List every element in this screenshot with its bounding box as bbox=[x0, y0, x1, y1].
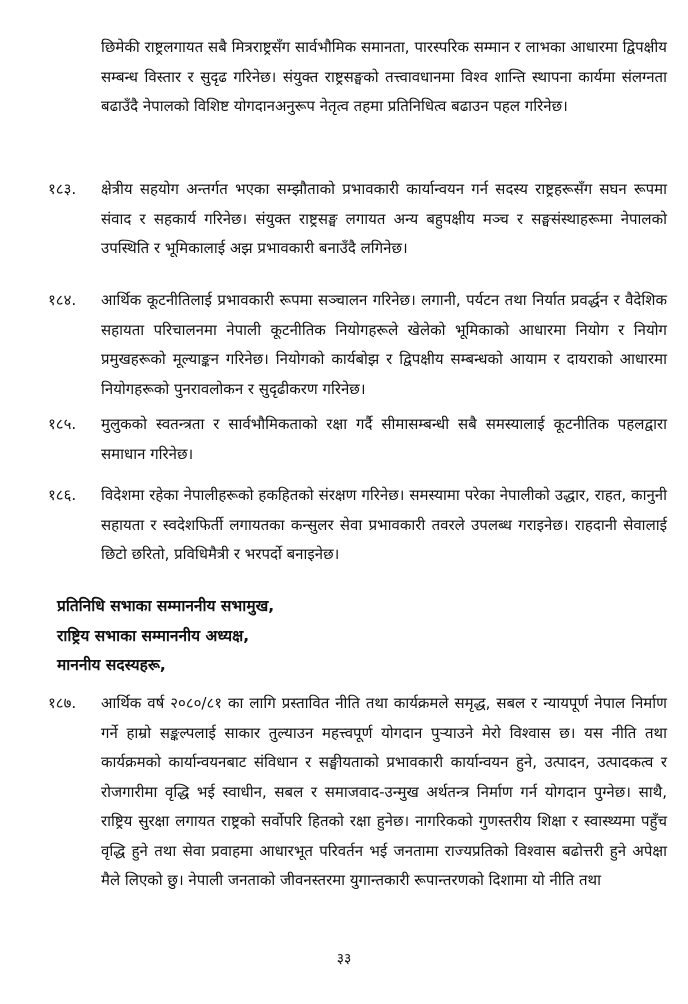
list-item-text: आर्थिक कूटनीतिलाई प्रभावकारी रूपमा सञ्चालन गरिनेछ। लगानी, पर्यटन तथा निर्यात प्रवर्द्धन र वैदेशिक सहायता परिचालनमा नेपाली कूटनीतिक नियोगहरूले खेलेको भूमिकाको आधारमा नियोग र नियोग प्रमुखहरूको मूल्याङ्कन गरिनेछ। नियोगको कार्यबोझ र द्विपक्षीय सम्बन्धको आयाम र दायराको आधारमा नियोगहरूको पुनरावलोकन र सुदृढीकरण गरिनेछ। bbox=[101, 291, 667, 398]
salutation-speaker: प्रतिनिधि सभाका सम्माननीय सभामुख, bbox=[57, 597, 275, 615]
item-number: १८७. bbox=[48, 694, 77, 712]
list-item-text: विदेशमा रहेका नेपालीहरूको हकहितको संरक्षण गरिनेछ। समस्यामा परेका नेपालीको उद्धार, राहत, कानुनी सहायता र स्वदेशफिर्ती लगायतका कन्सुलर सेवा प्रभावकारी तवरले उपलब्ध गराइनेछ। राहदानी सेवालाई छिटो छरितो, प्रविधिमैत्री र भरपर्दो बनाइनेछ। bbox=[101, 486, 667, 563]
item-number: १८५. bbox=[48, 415, 77, 433]
salutation-chair: राष्ट्रिय सभाका सम्माननीय अध्यक्ष, bbox=[57, 627, 250, 645]
item-number: १८४. bbox=[48, 291, 77, 309]
list-item-text: मुलुकको स्वतन्त्रता र सार्वभौमिकताको रक्षा गर्दै सीमासम्बन्धी सबै समस्यालाई कूटनीतिक पहलद्वारा समाधान गरिनेछ। bbox=[101, 415, 667, 463]
intro-paragraph: छिमेकी राष्ट्रलगायत सबै मित्रराष्ट्रसँग सार्वभौमिक समानता, पारस्परिक सम्मान र लाभका आधारमा द्विपक्षीय सम्बन्ध विस्तार र सुदृढ गरिनेछ। संयुक्त राष्ट्रसङ्घको तत्त्वावधानमा विश्व शान्ति स्थापना कार्यमा संलग्नता बढाउँदै नेपालको विशिष्ट योगदानअनुरूप नेतृत्व तहमा प्रतिनिधित्व बढाउन पहल गरिनेछ। bbox=[101, 38, 667, 115]
item-number: १८३. bbox=[48, 180, 77, 198]
item-number: १८६. bbox=[48, 486, 77, 504]
page-number: ३३ bbox=[336, 951, 352, 967]
salutation-members: माननीय सदस्यहरू, bbox=[57, 656, 166, 674]
list-item-text: क्षेत्रीय सहयोग अन्तर्गत भएका सम्झौताको प्रभावकारी कार्यान्वयन गर्न सदस्य राष्ट्रहरूसँग सघन रूपमा संवाद र सहकार्य गरिनेछ। संयुक्त राष्ट्रसङ्घ लगायत अन्य बहुपक्षीय मञ्च र सङ्घसंस्थाहरूमा नेपालको उपस्थिति र भूमिकालाई अझ प्रभावकारी बनाउँदै लगिनेछ। bbox=[101, 180, 667, 257]
list-item-text: आर्थिक वर्ष २०८०/८१ का लागि प्रस्तावित नीति तथा कार्यक्रमले समृद्ध, सबल र न्यायपूर्ण नेपाल निर्माण गर्ने हाम्रो सङ्कल्पलाई साकार तुल्याउन महत्त्वपूर्ण योगदान पुऱ्याउने मेरो विश्वास छ। यस नीति तथा कार्यक्रमको कार्यान्वयनबाट संविधान र सङ्घीयताको प्रभावकारी कार्यान्वयन हुने, उत्पादन, उत्पादकत्व र रोजगारीमा वृद्धि भई स्वाधीन, सबल र समाजवाद-उन्मुख अर्थतन्त्र निर्माण गर्न योगदान पुग्नेछ। साथै, राष्ट्रिय सुरक्षा लगायत राष्ट्रको सर्वोपरि हितको रक्षा हुनेछ। नागरिकको गुणस्तरीय शिक्षा र स्वास्थ्यमा पहुँच वृद्धि हुने तथा सेवा प्रवाहमा आधारभूत परिवर्तन भई जनतामा राज्यप्रतिको विश्वास बढोत्तरी हुने अपेक्षा मैले लिएको छु। नेपाली जनताको जीवनस्तरमा युगान्तकारी रूपान्तरणको दिशामा यो नीति तथा bbox=[101, 694, 667, 889]
